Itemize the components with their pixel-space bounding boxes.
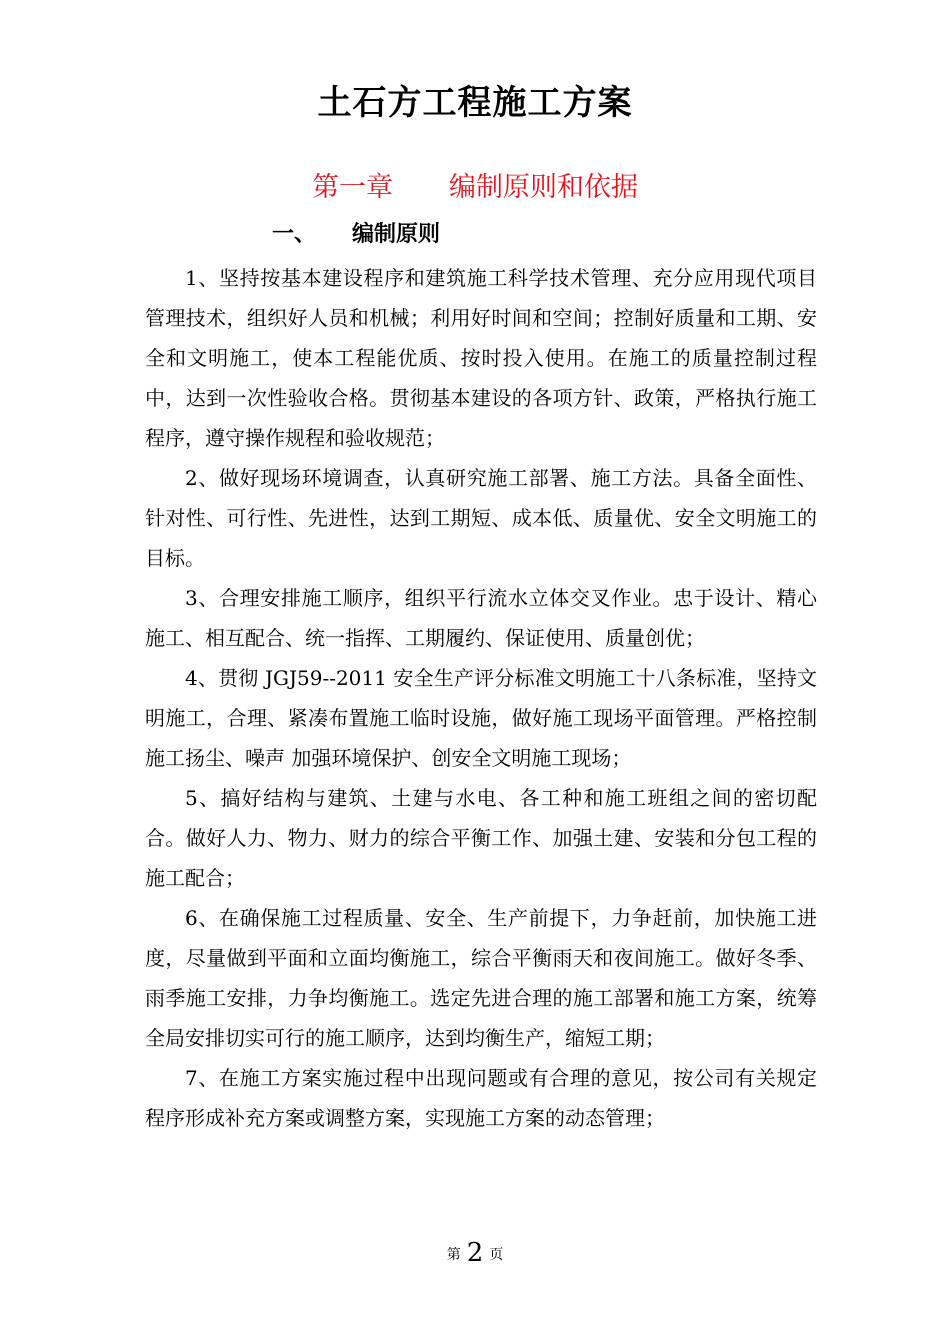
chapter-heading [0, 166, 950, 210]
section-number: 一、 [272, 221, 317, 247]
chapter-number: 第一章 [312, 172, 393, 203]
section-title: 编制原则 [352, 221, 441, 247]
paragraph-7: 7、在施工方案实施过程中出现问题或有合理的意见，按公司有关规定程序形成补充方案或调整方案，实现施工方案的动态管理； [145, 1066, 817, 1130]
page-footer [0, 1233, 950, 1275]
footer-prefix: 第 [446, 1247, 461, 1263]
paragraph-4: 4、贯彻 JGJ59--2011 安全生产评分标准文明施工十八条标准，坚持文明施工，合理、紧凑布置施工临时设施，做好施工现场平面管理。严格控制施工扬尘、噪声 加强环境保护、创安全文明施工现场； [145, 666, 817, 770]
page-number: 2 [466, 1238, 484, 1268]
paragraph-6: 6、在确保施工过程质量、安全、生产前提下，力争赶前，加快施工进度，尽量做到平面和立面均衡施工，综合平衡雨天和夜间施工。做好冬季、雨季施工安排，力争均衡施工。选定先进合理的施工部署和施工方案，统筹全局安排切实可行的施工顺序，达到均衡生产，缩短工期； [145, 906, 817, 1050]
body-text [145, 258, 817, 1138]
footer-suffix: 页 [489, 1247, 504, 1263]
paragraph-2: 2、做好现场环境调查，认真研究施工部署、施工方法。具备全面性、针对性、可行性、先进性，达到工期短、成本低、质量优、安全文明施工的目标。 [145, 466, 817, 570]
paragraph-3: 3、合理安排施工顺序，组织平行流水立体交叉作业。忠于设计、精心施工、相互配合、统一指挥、工期履约、保证使用、质量创优； [145, 586, 817, 650]
chapter-title: 编制原则和依据 [449, 172, 638, 203]
section-heading [272, 214, 440, 254]
paragraph-1: 1、坚持按基本建设程序和建筑施工科学技术管理、充分应用现代项目管理技术，组织好人员和机械；利用好时间和空间；控制好质量和工期、安全和文明施工，使本工程能优质、按时投入使用。在施工的质量控制过程中，达到一次性验收合格。贯彻基本建设的各项方针、政策，严格执行施工程序，遵守操作规程和验收规范； [145, 266, 817, 450]
paragraph-5: 5、搞好结构与建筑、土建与水电、各工种和施工班组之间的密切配合。做好人力、物力、财力的综合平衡工作、加强土建、安装和分包工程的施工配合； [145, 786, 817, 890]
document-title: 土石方工程施工方案 [317, 83, 633, 123]
